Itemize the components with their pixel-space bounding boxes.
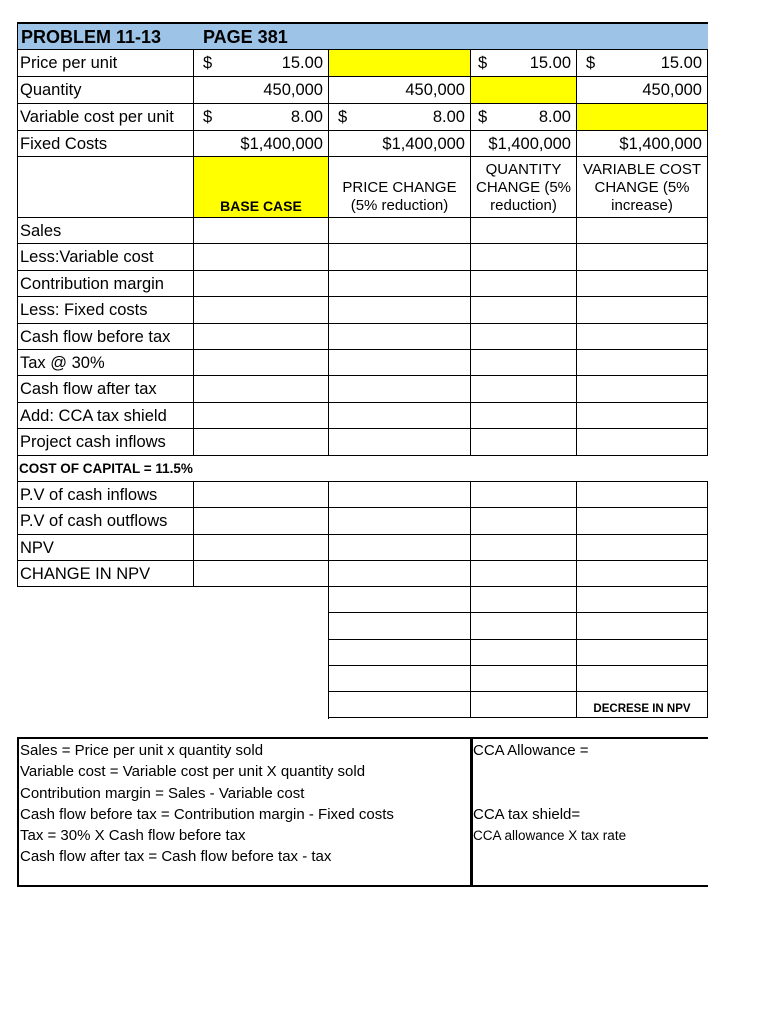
npv-var-change[interactable] (577, 535, 708, 561)
price-change-line1: PRICE CHANGE (342, 179, 457, 196)
cca-shield-price-change[interactable] (329, 403, 471, 429)
price-base[interactable] (194, 50, 329, 77)
lower-cell-0-2[interactable] (577, 587, 708, 613)
price-qty-change[interactable] (471, 50, 577, 77)
currency-symbol: $ (203, 54, 213, 72)
fixed-base[interactable]: $1,400,000 (194, 131, 329, 157)
lower-cell-2-0[interactable] (329, 640, 471, 666)
notes-left (20, 740, 394, 868)
fixed-var-change[interactable]: $1,400,000 (577, 131, 708, 157)
price-var-change[interactable] (577, 50, 708, 77)
varcost-label: Variable cost per unit (18, 104, 194, 131)
row-label-less-var: Less:Variable cost (18, 244, 194, 270)
lower-cell-1-2[interactable] (577, 613, 708, 639)
varcost-var-change[interactable] (577, 104, 708, 131)
less-var-qty-change[interactable] (471, 244, 577, 270)
price-base-value: 15.00 (281, 54, 323, 72)
problem-title: PROBLEM 11-13 (21, 27, 162, 47)
cf-before-tax-qty-change[interactable] (471, 324, 577, 350)
lower-cell-4-1[interactable] (471, 692, 577, 718)
contribution-var-change[interactable] (577, 271, 708, 297)
lower-cell-0-1[interactable] (471, 587, 577, 613)
row-label-cf-after-tax: Cash flow after tax (18, 376, 194, 402)
var-change-line2: CHANGE (5% (594, 179, 690, 196)
pv-in-base[interactable] (194, 482, 329, 508)
pv-in-qty-change[interactable] (471, 482, 577, 508)
cf-before-tax-price-change[interactable] (329, 324, 471, 350)
header-blank (18, 157, 194, 218)
less-fixed-qty-change[interactable] (471, 297, 577, 323)
less-var-price-change[interactable] (329, 244, 471, 270)
lower-cell-4-0[interactable] (329, 692, 471, 718)
sales-price-change[interactable] (329, 218, 471, 244)
inflows-price-change[interactable] (329, 429, 471, 455)
npv-qty-change[interactable] (471, 535, 577, 561)
contribution-qty-change[interactable] (471, 271, 577, 297)
currency-symbol: $ (586, 54, 596, 72)
change-qty-change[interactable] (471, 561, 577, 587)
row-label-less-fixed: Less: Fixed costs (18, 297, 194, 323)
change-price-change[interactable] (329, 561, 471, 587)
currency-symbol: $ (203, 108, 213, 126)
less-fixed-var-change[interactable] (577, 297, 708, 323)
varcost-qty-change-value: 8.00 (538, 108, 571, 126)
qty-change-line1: QUANTITY (485, 161, 562, 178)
price-var-change-value: 15.00 (660, 54, 702, 72)
row-label-cf-before-tax: Cash flow before tax (18, 324, 194, 350)
row-label-cca-shield: Add: CCA tax shield (18, 403, 194, 429)
note-variable-cost: Variable cost = Variable cost per unit X quantity sold (20, 763, 366, 781)
fixed-qty-change[interactable]: $1,400,000 (471, 131, 577, 157)
currency-symbol: $ (338, 108, 348, 126)
lower-cell-1-0[interactable] (329, 613, 471, 639)
cf-before-tax-base[interactable] (194, 324, 329, 350)
currency-symbol: $ (478, 108, 488, 126)
varcost-price-change[interactable] (329, 104, 471, 131)
price-qty-change-value: 15.00 (529, 54, 571, 72)
row-label-tax: Tax @ 30% (18, 350, 194, 376)
cca-shield-qty-change[interactable] (471, 403, 577, 429)
header-var-change (577, 157, 708, 218)
lower-cell-2-1[interactable] (471, 640, 577, 666)
npv-price-change[interactable] (329, 535, 471, 561)
var-change-line1: VARIABLE COST (582, 161, 702, 178)
qty-change-line2: CHANGE (5% (475, 179, 572, 196)
pv-out-base[interactable] (194, 508, 329, 534)
quantity-base[interactable]: 450,000 (194, 77, 329, 104)
cca-allowance-label: CCA Allowance = (473, 742, 589, 759)
pv-in-var-change[interactable] (577, 482, 708, 508)
title-bar (17, 22, 708, 50)
decrease-in-npv-label: DECRESE IN NPV (593, 703, 691, 716)
varcost-qty-change[interactable] (471, 104, 577, 131)
price-label: Price per unit (18, 50, 194, 77)
less-var-var-change[interactable] (577, 244, 708, 270)
lower-cell-3-2[interactable] (577, 666, 708, 692)
inflows-base[interactable] (194, 429, 329, 455)
fixed-label: Fixed Costs (18, 131, 194, 157)
change-var-change[interactable] (577, 561, 708, 587)
varcost-base[interactable] (194, 104, 329, 131)
tax-base[interactable] (194, 350, 329, 376)
tax-qty-change[interactable] (471, 350, 577, 376)
cf-after-tax-qty-change[interactable] (471, 376, 577, 402)
tax-var-change[interactable] (577, 350, 708, 376)
lower-cell-0-0[interactable] (329, 587, 471, 613)
row-label-inflows: Project cash inflows (18, 429, 194, 455)
notes-box (17, 737, 708, 887)
page-reference: PAGE 381 (203, 27, 288, 47)
note-cf-before-tax: Cash flow before tax = Contribution margin - Fixed costs (20, 805, 394, 823)
cost-of-capital: COST OF CAPITAL = 11.5% (19, 461, 193, 476)
sales-base[interactable] (194, 218, 329, 244)
change-base[interactable] (194, 561, 329, 587)
less-var-base[interactable] (194, 244, 329, 270)
header-price-change (329, 157, 471, 218)
cca-formula: CCA allowance X tax rate (473, 828, 627, 843)
cca-shield-var-change[interactable] (577, 403, 708, 429)
less-fixed-price-change[interactable] (329, 297, 471, 323)
lower-cell-2-2[interactable] (577, 640, 708, 666)
lower-cell-3-1[interactable] (471, 666, 577, 692)
pv-out-price-change[interactable] (329, 508, 471, 534)
varcost-price-change-value: 8.00 (432, 108, 465, 126)
header-base-case (194, 157, 329, 218)
lower-cell-1-1[interactable] (471, 613, 577, 639)
row-label-contribution: Contribution margin (18, 271, 194, 297)
cf-after-tax-price-change[interactable] (329, 376, 471, 402)
pv-in-price-change[interactable] (329, 482, 471, 508)
inflows-var-change[interactable] (577, 429, 708, 455)
pv-out-var-change[interactable] (577, 508, 708, 534)
contribution-price-change[interactable] (329, 271, 471, 297)
cf-before-tax-var-change[interactable] (577, 324, 708, 350)
note-contribution: Contribution margin = Sales - Variable cost (20, 784, 305, 802)
sales-var-change[interactable] (577, 218, 708, 244)
cca-shield-label: CCA tax shield= (473, 806, 581, 823)
cf-after-tax-var-change[interactable] (577, 376, 708, 402)
pv-out-qty-change[interactable] (471, 508, 577, 534)
varcost-base-value: 8.00 (290, 108, 323, 126)
note-tax: Tax = 30% X Cash flow before tax (20, 827, 246, 845)
cf-after-tax-base[interactable] (194, 376, 329, 402)
price-price-change[interactable] (329, 50, 471, 77)
npv-label-change: CHANGE IN NPV (18, 561, 194, 587)
lower-cell-4-2[interactable] (577, 692, 708, 718)
contribution-base[interactable] (194, 271, 329, 297)
tax-price-change[interactable] (329, 350, 471, 376)
sales-qty-change[interactable] (471, 218, 577, 244)
base-case-label: BASE CASE (220, 198, 302, 214)
var-change-line3: increase) (611, 197, 673, 214)
quantity-qty-change[interactable] (471, 77, 577, 104)
quantity-var-change[interactable]: 450,000 (577, 77, 708, 104)
note-sales: Sales = Price per unit x quantity sold (20, 742, 264, 759)
fixed-price-change[interactable]: $1,400,000 (329, 131, 471, 157)
row-label-sales: Sales (18, 218, 194, 244)
quantity-price-change[interactable]: 450,000 (329, 77, 471, 104)
less-fixed-base[interactable] (194, 297, 329, 323)
header-qty-change (471, 157, 577, 218)
note-cf-after-tax: Cash flow after tax = Cash flow before tax - tax (20, 848, 332, 866)
quantity-label: Quantity (18, 77, 194, 104)
price-change-line2: (5% reduction) (350, 197, 449, 214)
npv-base[interactable] (194, 535, 329, 561)
qty-change-line3: reduction) (490, 197, 557, 214)
inflows-qty-change[interactable] (471, 429, 577, 455)
currency-symbol: $ (478, 54, 488, 72)
npv-label-pv-out: P.V of cash outflows (18, 508, 194, 534)
npv-label-pv-in: P.V of cash inflows (18, 482, 194, 508)
npv-label-npv: NPV (18, 535, 194, 561)
lower-cell-3-0[interactable] (329, 666, 471, 692)
cca-shield-base[interactable] (194, 403, 329, 429)
